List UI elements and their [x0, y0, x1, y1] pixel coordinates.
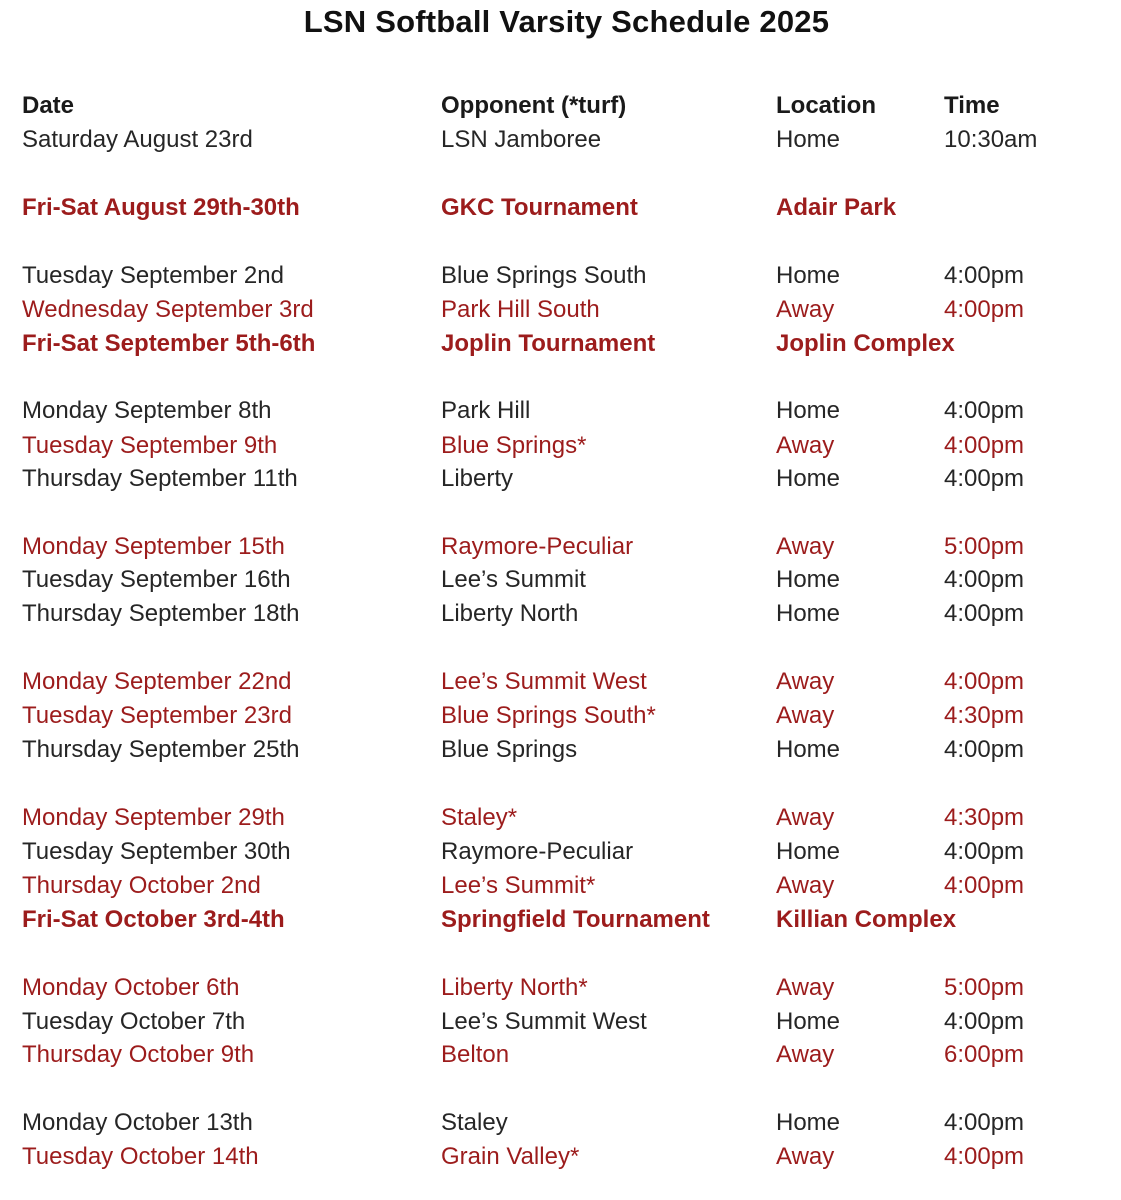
- schedule-row: [0, 124, 1121, 156]
- schedule-row: [0, 260, 1121, 292]
- game-date: Thursday September 11th: [22, 465, 298, 492]
- game-opponent: Park Hill South: [441, 296, 600, 323]
- game-location: Home: [776, 838, 841, 865]
- game-opponent: LSN Jamboree: [441, 126, 602, 153]
- game-location: Away: [776, 296, 835, 323]
- schedule-row: [0, 1141, 1121, 1173]
- game-time: 4:00pm: [944, 872, 1025, 899]
- game-location: Away: [776, 702, 835, 729]
- schedule-row: [0, 1107, 1121, 1139]
- game-opponent: Lee’s Summit West: [441, 1008, 647, 1035]
- game-time: 4:00pm: [944, 1008, 1025, 1035]
- game-location: Home: [776, 566, 841, 593]
- game-location: Away: [776, 668, 835, 695]
- game-time: 4:30pm: [944, 804, 1025, 831]
- schedule-row: [0, 734, 1121, 766]
- game-date: Tuesday October 14th: [22, 1143, 259, 1170]
- game-date: Monday September 15th: [22, 533, 285, 560]
- game-time: 4:00pm: [944, 465, 1025, 492]
- game-date: Thursday October 2nd: [22, 872, 261, 899]
- game-date: Fri-Sat October 3rd-4th: [22, 906, 285, 933]
- game-date: Thursday October 9th: [22, 1041, 255, 1068]
- schedule-row: [0, 972, 1121, 1004]
- game-time: 4:00pm: [944, 296, 1025, 323]
- header-opponent: Opponent (*turf): [441, 92, 627, 119]
- game-location: Home: [776, 600, 841, 627]
- game-date: Tuesday September 23rd: [22, 702, 292, 729]
- game-time: 6:00pm: [944, 1041, 1025, 1068]
- schedule-row: [0, 430, 1121, 462]
- game-location: Away: [776, 432, 835, 459]
- game-location: Away: [776, 804, 835, 831]
- game-opponent: Blue Springs*: [441, 432, 587, 459]
- schedule-row: [0, 666, 1121, 698]
- game-date: Fri-Sat September 5th-6th: [22, 330, 316, 357]
- game-location: Joplin Complex: [776, 330, 955, 357]
- schedule-row-tournament: [0, 192, 1121, 224]
- game-location: Killian Complex: [776, 906, 957, 933]
- game-opponent: GKC Tournament: [441, 194, 638, 221]
- schedule-row: [0, 836, 1121, 868]
- schedule-row: [0, 294, 1121, 326]
- schedule-row: [0, 598, 1121, 630]
- header-date: Date: [22, 92, 75, 119]
- game-date: Monday September 22nd: [22, 668, 292, 695]
- game-time: 5:00pm: [944, 533, 1025, 560]
- game-time: 4:30pm: [944, 702, 1025, 729]
- game-date: Thursday September 25th: [22, 736, 300, 763]
- game-time: 4:00pm: [944, 397, 1025, 424]
- schedule-row: [0, 1039, 1121, 1071]
- game-time: 4:00pm: [944, 566, 1025, 593]
- game-opponent: Belton: [441, 1041, 510, 1068]
- game-opponent: Liberty North*: [441, 974, 588, 1001]
- game-opponent: Staley: [441, 1109, 508, 1136]
- game-location: Away: [776, 1143, 835, 1170]
- game-date: Tuesday September 30th: [22, 838, 291, 865]
- game-time: 4:00pm: [944, 262, 1025, 289]
- schedule-row: [0, 700, 1121, 732]
- game-opponent: Lee’s Summit: [441, 566, 586, 593]
- game-opponent: Blue Springs South: [441, 262, 647, 289]
- game-time: 4:00pm: [944, 668, 1025, 695]
- game-location: Home: [776, 1008, 841, 1035]
- game-opponent: Springfield Tournament: [441, 906, 710, 933]
- game-date: Tuesday September 16th: [22, 566, 291, 593]
- game-opponent: Grain Valley*: [441, 1143, 580, 1170]
- game-location: Away: [776, 974, 835, 1001]
- game-time: 4:00pm: [944, 1109, 1025, 1136]
- schedule-header-row: [0, 90, 1121, 122]
- game-opponent: Blue Springs: [441, 736, 578, 763]
- game-date: Monday October 6th: [22, 974, 240, 1001]
- game-location: Home: [776, 1109, 841, 1136]
- game-opponent: Lee’s Summit*: [441, 872, 596, 899]
- game-location: Away: [776, 872, 835, 899]
- header-time: Time: [944, 92, 1000, 119]
- game-opponent: Park Hill: [441, 397, 531, 424]
- game-location: Away: [776, 1041, 835, 1068]
- header-location: Location: [776, 92, 876, 119]
- game-time: 10:30am: [944, 126, 1038, 153]
- game-date: Monday September 29th: [22, 804, 285, 831]
- game-time: 4:00pm: [944, 838, 1025, 865]
- game-date: Tuesday September 2nd: [22, 262, 284, 289]
- game-date: Tuesday September 9th: [22, 432, 278, 459]
- game-opponent: Joplin Tournament: [441, 330, 656, 357]
- schedule-row: [0, 463, 1121, 495]
- schedule-row: [0, 564, 1121, 596]
- game-time: 4:00pm: [944, 1143, 1025, 1170]
- game-opponent: Liberty: [441, 465, 514, 492]
- game-date: Tuesday October 7th: [22, 1008, 246, 1035]
- schedule-row-tournament: [0, 904, 1121, 936]
- game-opponent: Staley*: [441, 804, 518, 831]
- game-time: 5:00pm: [944, 974, 1025, 1001]
- game-date: Saturday August 23rd: [22, 126, 253, 153]
- game-time: 4:00pm: [944, 736, 1025, 763]
- game-location: Home: [776, 397, 841, 424]
- game-opponent: Blue Springs South*: [441, 702, 656, 729]
- game-date: Monday September 8th: [22, 397, 272, 424]
- game-opponent: Lee’s Summit West: [441, 668, 647, 695]
- game-location: Home: [776, 262, 841, 289]
- schedule-row: [0, 395, 1121, 427]
- schedule-row: [0, 531, 1121, 563]
- game-location: Away: [776, 533, 835, 560]
- schedule-row: [0, 802, 1121, 834]
- game-opponent: Raymore-Peculiar: [441, 838, 634, 865]
- page-title: LSN Softball Varsity Schedule 2025: [303, 4, 830, 39]
- game-opponent: Raymore-Peculiar: [441, 533, 634, 560]
- game-date: Thursday September 18th: [22, 600, 300, 627]
- game-date: Monday October 13th: [22, 1109, 253, 1136]
- game-location: Home: [776, 126, 841, 153]
- game-opponent: Liberty North: [441, 600, 579, 627]
- schedule-row-tournament: [0, 328, 1121, 360]
- game-location: Home: [776, 736, 841, 763]
- game-time: 4:00pm: [944, 432, 1025, 459]
- game-location: Home: [776, 465, 841, 492]
- game-location: Adair Park: [776, 194, 897, 221]
- game-time: 4:00pm: [944, 600, 1025, 627]
- schedule-row: [0, 1006, 1121, 1038]
- schedule-row: [0, 870, 1121, 902]
- game-date: Fri-Sat August 29th-30th: [22, 194, 300, 221]
- game-date: Wednesday September 3rd: [22, 296, 314, 323]
